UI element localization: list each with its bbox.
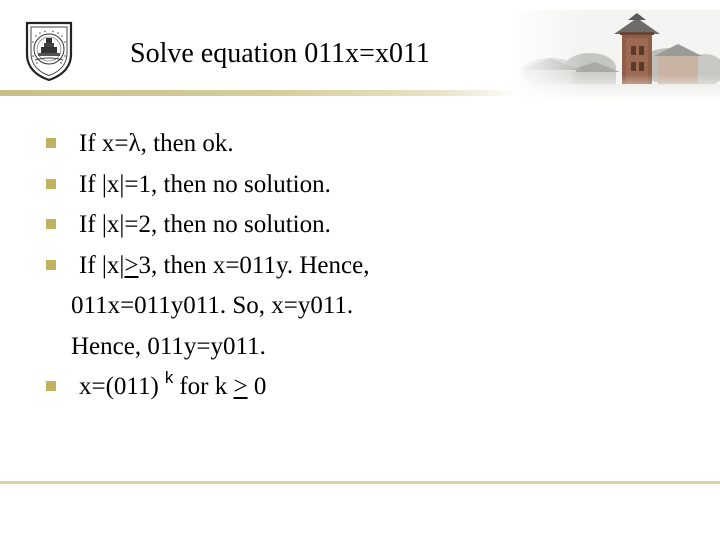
bullet-text: If |x|=2, then no solution.: [79, 211, 331, 238]
bullet-text-start: x=(011): [79, 373, 159, 400]
bullet-text-middle: for k: [179, 373, 228, 400]
list-item: [40, 367, 680, 410]
geq-symbol: >: [124, 251, 139, 279]
bullet-text: If x=λ, then ok.: [79, 130, 234, 157]
bullet-text-end: 0: [253, 373, 267, 400]
bullet-text: If |x|=1, then no solution.: [79, 170, 331, 198]
header-divider: [0, 90, 520, 96]
list-item: [40, 124, 680, 165]
square-bullet-icon: [46, 138, 56, 148]
bullet-continuation: Hence, 011y=y011.: [71, 332, 266, 360]
exponent: k: [164, 368, 174, 387]
bullet-text-start: If |x|: [79, 251, 125, 279]
bullet-list: [40, 124, 680, 410]
square-bullet-icon: [46, 260, 56, 270]
campus-tower-photo: [510, 10, 720, 102]
geq-symbol: >: [233, 373, 248, 400]
slide-title: Solve equation 011x=x011: [130, 38, 430, 69]
university-seal-icon: [23, 20, 75, 82]
square-bullet-icon: [46, 219, 56, 229]
list-item: [40, 205, 680, 246]
bullet-text-end: 3, then x=011y. Hence,: [138, 251, 370, 279]
square-bullet-icon: [46, 381, 56, 391]
footer-divider: [0, 481, 720, 484]
square-bullet-icon: [46, 179, 56, 189]
list-item: [40, 246, 680, 368]
list-item: [40, 165, 680, 206]
bullet-continuation: 011x=011y011. So, x=y011.: [71, 292, 354, 319]
